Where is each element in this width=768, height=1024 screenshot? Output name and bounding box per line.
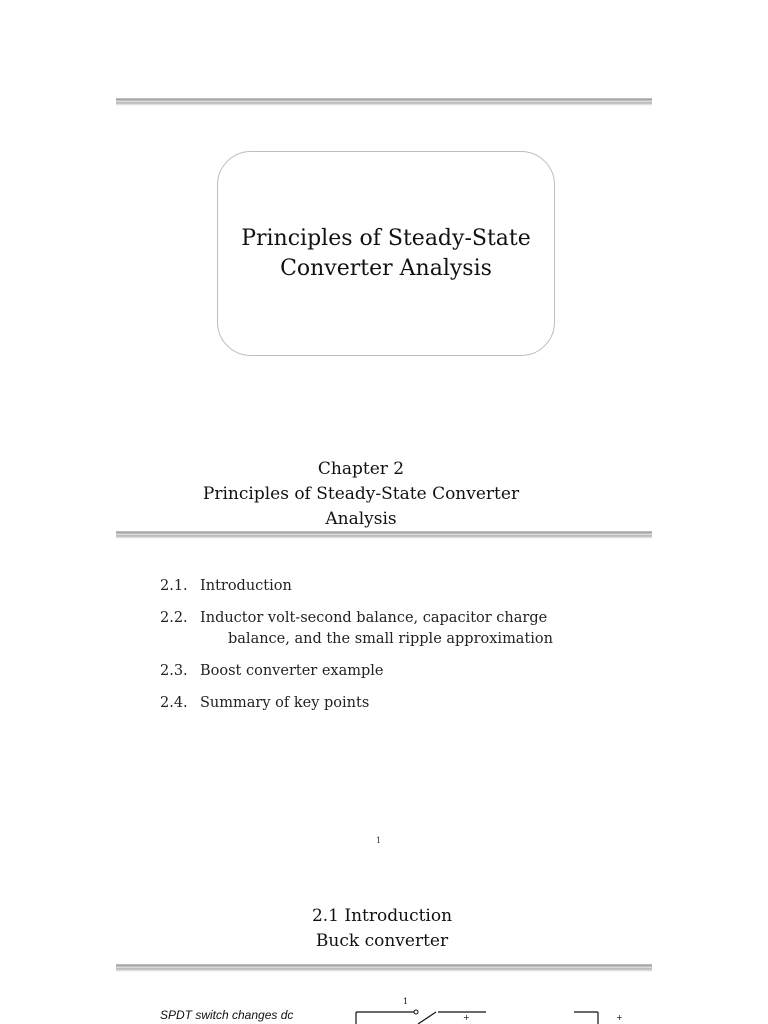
chapter-title-line-2: Analysis xyxy=(325,509,397,529)
switch-position-label: 1 xyxy=(403,997,409,1006)
toc-text: Introduction xyxy=(200,578,292,594)
switch-blade xyxy=(418,1012,436,1024)
slide-title xyxy=(241,224,531,284)
chapter-divider xyxy=(116,531,652,539)
table-of-contents xyxy=(160,575,620,724)
toc-number: 2.4. xyxy=(160,695,188,711)
toc-text: Summary of key points xyxy=(200,695,370,711)
circuit-caption: SPDT switch changes dc xyxy=(160,1008,294,1022)
toc-text: Inductor volt-second balance, capacitor charge xyxy=(200,610,548,626)
toc-item xyxy=(160,660,620,682)
section-title: 2.1 Introduction xyxy=(311,906,453,926)
page-number: 1 xyxy=(376,836,382,845)
buck-converter-schematic xyxy=(340,990,640,1024)
slide-title-line-1: Principles of Steady-State xyxy=(241,225,531,251)
top-divider xyxy=(116,98,652,106)
toc-item xyxy=(160,607,620,650)
chapter-title-line-1: Principles of Steady-State Converter xyxy=(202,484,520,504)
toc-number: 2.3. xyxy=(160,663,188,679)
chapter-heading xyxy=(116,457,606,532)
switch-contact xyxy=(414,1010,418,1014)
slide-title-line-2: Converter Analysis xyxy=(280,255,492,281)
toc-number: 2.2. xyxy=(160,610,188,626)
toc-text-continuation: balance, and the small ripple approximation xyxy=(228,631,553,647)
polarity-plus-right: + xyxy=(616,1013,623,1022)
toc-item xyxy=(160,575,620,597)
toc-text: Boost converter example xyxy=(200,663,384,679)
toc-item xyxy=(160,692,620,714)
section-subtitle: Buck converter xyxy=(315,931,449,951)
section-divider xyxy=(116,964,652,972)
title-box xyxy=(217,151,555,356)
polarity-plus-left: + xyxy=(463,1013,470,1022)
section-heading xyxy=(240,904,524,954)
toc-text-block xyxy=(200,607,620,650)
chapter-label: Chapter 2 xyxy=(317,459,405,479)
toc-number: 2.1. xyxy=(160,578,188,594)
